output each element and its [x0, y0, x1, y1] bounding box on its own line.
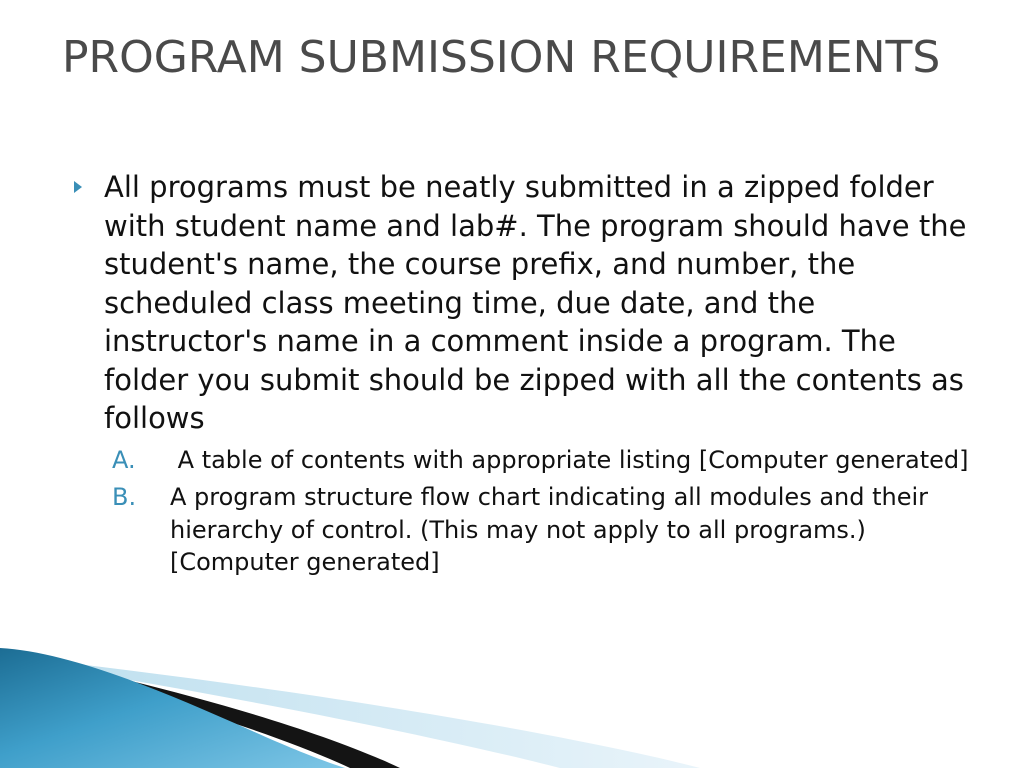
list-item-letter: A. [112, 445, 136, 474]
list-item-text: A program structure flow chart indicating all modules and their hierarchy of control. (This may not apply to all programs.) [Computer generated] [170, 483, 929, 576]
list-item-letter: B. [112, 483, 137, 511]
main-bullet-text: All programs must be neatly submitted in a zipped folder with student name and lab#. The program should have the student's name, the course prefix, and number, the scheduled class meeting time, due date, and the instructor's name in a comment inside a program. The folder you submit should be zipped with all the contents as follows [104, 170, 967, 435]
slide-title: PROGRAM SUBMISSION REQUIREMENTS [62, 32, 941, 83]
list-item-text: A table of contents with appropriate listing [Computer generated] [170, 445, 969, 474]
